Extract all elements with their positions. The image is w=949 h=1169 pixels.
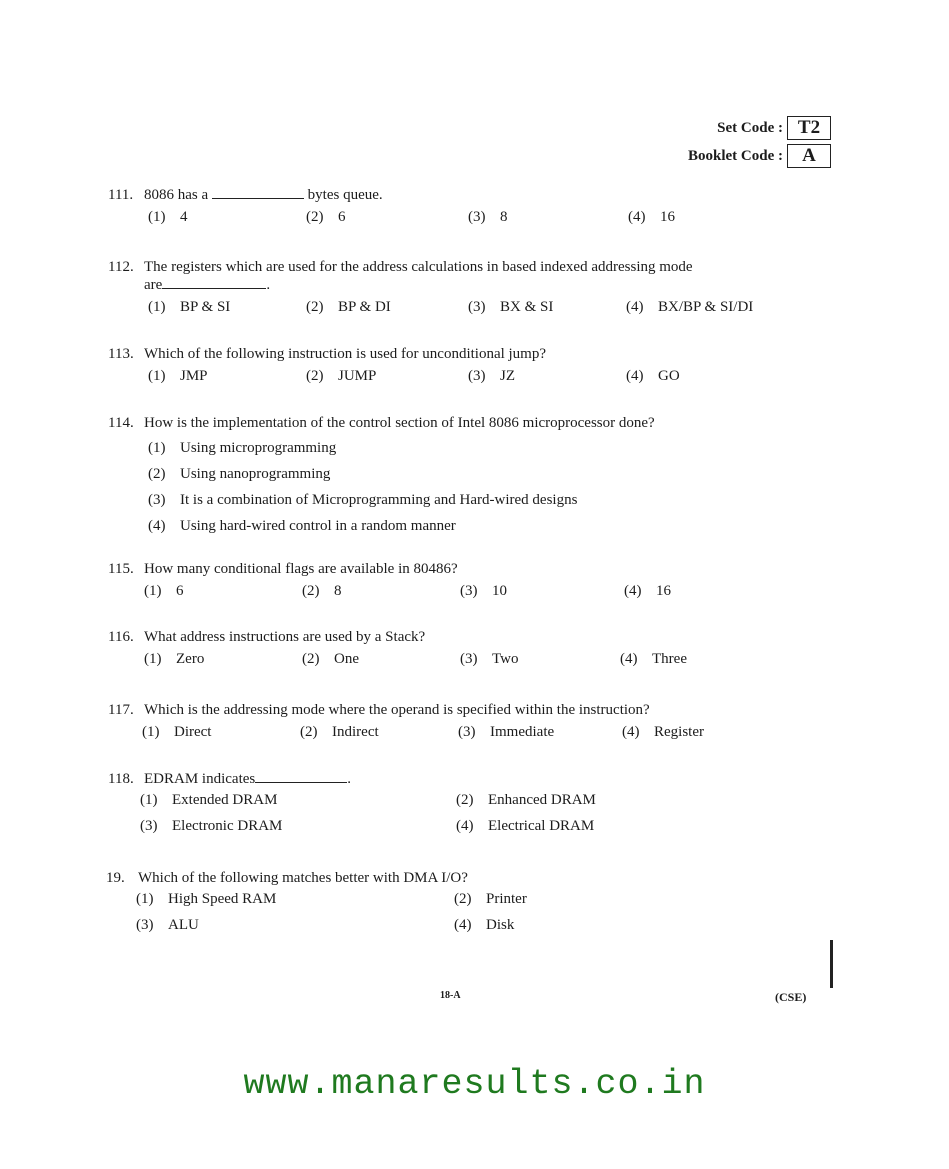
question-117	[108, 701, 838, 746]
set-code-row	[688, 116, 831, 140]
options-row-2	[106, 917, 836, 943]
option-2: (2) BP & DI	[306, 299, 391, 315]
options	[108, 209, 838, 231]
question-116	[108, 628, 838, 673]
question-118	[108, 770, 838, 844]
question-number: 19.	[106, 870, 125, 886]
question-number: 118.	[108, 771, 134, 787]
options	[108, 583, 838, 605]
option-2: (2) 8	[302, 583, 342, 599]
option-3: (3) 8	[468, 209, 508, 225]
question-number: 113.	[108, 346, 134, 362]
booklet-code-row	[688, 144, 831, 168]
option-3: (3) 10	[460, 583, 507, 599]
option-4: (4) BX/BP & SI/DI	[626, 299, 754, 315]
option-3: (3) JZ	[468, 368, 515, 384]
set-code-label: Set Code :	[717, 119, 783, 136]
options-row-1	[106, 891, 836, 917]
option-2: (2) 6	[306, 209, 346, 225]
option-1: (1) High Speed RAM	[136, 891, 277, 907]
question-text: Which of the following instruction is used for unconditional jump?	[144, 346, 547, 362]
answer-blank	[212, 186, 304, 199]
question-text: 8086 has a	[144, 187, 209, 203]
option-2: (2) Enhanced DRAM	[456, 792, 596, 808]
booklet-code-label: Booklet Code :	[688, 147, 783, 164]
option-1: (1) Direct	[142, 724, 212, 740]
option-1: (1) BP & SI	[148, 299, 231, 315]
option-2: (2) JUMP	[306, 368, 377, 384]
page-number: 18-A	[440, 990, 461, 1001]
option-3: (3) It is a combination of Microprogramming and Hard-wired designs	[148, 492, 578, 508]
option-2: (2) Printer	[454, 891, 527, 907]
watermark-url[interactable]: www.manaresults.co.in	[243, 1064, 706, 1104]
question-112: 112. The registers which are used for the address calculations in based indexed addressing mode are . (1) BP & SI (2) BP & DI (3) BX & SI (4) BX/BP & SI/DI	[108, 258, 838, 321]
question-number: 115.	[108, 561, 134, 577]
options-row-2	[108, 818, 838, 844]
options	[108, 299, 838, 321]
option-4: (4) Using hard-wired control in a random manner	[148, 518, 456, 534]
option-4: (4) GO	[626, 368, 680, 384]
question-text-end: .	[347, 771, 351, 787]
question-113	[108, 345, 838, 390]
question-text: EDRAM indicates	[144, 771, 256, 787]
option-3: (3) Electronic DRAM	[140, 818, 283, 834]
question-text: Which of the following matches better with DMA I/O?	[138, 870, 468, 886]
question-text-line2: are	[144, 277, 163, 293]
option-3: (3) Immediate	[458, 724, 555, 740]
option-1: (1) JMP	[148, 368, 208, 384]
subject-code: (CSE)	[775, 990, 807, 1004]
answer-blank	[255, 770, 347, 783]
option-3: (3) BX & SI	[468, 299, 554, 315]
option-4: (4) Electrical DRAM	[456, 818, 595, 834]
answer-blank	[162, 276, 266, 289]
option-3: (3) ALU	[136, 917, 199, 933]
options	[108, 368, 838, 390]
option-4: (4) Disk	[454, 917, 515, 933]
option-3: (3) Two	[460, 651, 519, 667]
margin-line	[830, 940, 833, 988]
question-number: 112.	[108, 259, 134, 275]
options	[108, 435, 838, 539]
option-4: (4) 16	[628, 209, 675, 225]
question-114	[108, 414, 838, 539]
option-2: (2) Using nanoprogramming	[148, 466, 331, 482]
option-2: (2) Indirect	[300, 724, 379, 740]
question-number: 111.	[108, 187, 134, 203]
booklet-code-box: A	[787, 144, 831, 168]
question-text: How is the implementation of the control section of Intel 8086 microprocessor done?	[144, 415, 655, 431]
question-111	[108, 186, 838, 231]
question-19	[106, 869, 836, 943]
question-text: How many conditional flags are available in 80486?	[144, 561, 458, 577]
option-2: (2) One	[302, 651, 359, 667]
option-4: (4) Three	[620, 651, 687, 667]
question-text: Which is the addressing mode where the operand is specified within the instruction?	[144, 702, 650, 718]
option-4: (4) 16	[624, 583, 671, 599]
question-number: 117.	[108, 702, 134, 718]
option-1: (1) 4	[148, 209, 188, 225]
option-4: (4) Register	[622, 724, 704, 740]
question-text: What address instructions are used by a Stack?	[144, 629, 426, 645]
options-row-1	[108, 792, 838, 818]
question-text: The registers which are used for the address calculations in based indexed addressing mode	[144, 259, 693, 275]
header-codes	[688, 116, 831, 172]
question-number: 116.	[108, 629, 134, 645]
option-1: (1) 6	[144, 583, 184, 599]
question-115	[108, 560, 838, 605]
options	[108, 724, 838, 746]
options	[108, 651, 838, 673]
option-1: (1) Using microprogramming	[148, 440, 337, 456]
option-1: (1) Zero	[144, 651, 205, 667]
option-1: (1) Extended DRAM	[140, 792, 278, 808]
question-text-end: bytes queue.	[307, 187, 383, 203]
question-number: 114.	[108, 415, 134, 431]
set-code-box: T2	[787, 116, 831, 140]
